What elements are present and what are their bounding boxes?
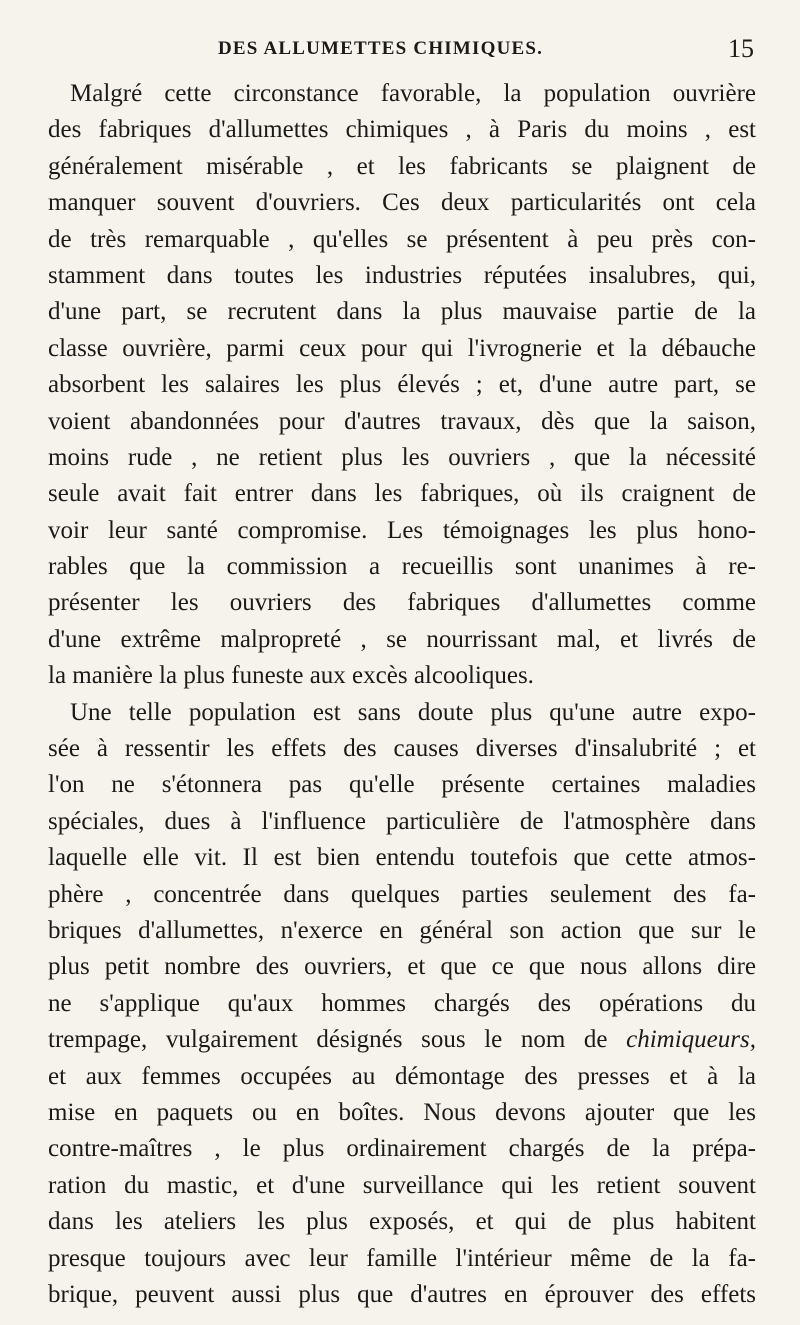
text-line xyxy=(48,949,756,985)
text-line-content: manquer souvent d'ouvriers. Ces deux particularités ont cela xyxy=(48,189,756,217)
text-line xyxy=(48,913,756,949)
text-line-content: mise en paquets ou en boîtes. Nous devons ajouter que les xyxy=(48,1098,756,1126)
text-line-content: sée à ressentir les effets des causes diverses d'insalubrité ; et xyxy=(48,735,756,763)
text-line-content: la manière la plus funeste aux excès alcooliques. xyxy=(48,662,534,690)
text-line-content: classe ouvrière, parmi ceux pour qui l'ivrognerie et la débauche xyxy=(48,334,756,362)
text-line-content: ne s'applique qu'aux hommes chargés des opérations du xyxy=(48,989,756,1017)
text-line-content: l'on ne s'étonnera pas qu'elle présente certaines maladies xyxy=(48,771,756,799)
text-line xyxy=(48,1168,756,1204)
running-title: DES ALLUMETTES CHIMIQUES. xyxy=(218,38,544,59)
text-line xyxy=(48,804,756,840)
text-line xyxy=(48,513,756,549)
text-line-content: voir leur santé compromise. Les témoignages les plus hono- xyxy=(48,516,756,544)
text-line-content: d'une part, se recrutent dans la plus mauvaise partie de la xyxy=(48,298,756,326)
italic-term: chimiqueurs, xyxy=(626,1026,756,1054)
text-line xyxy=(48,1204,756,1240)
body-text xyxy=(48,76,756,1313)
text-line xyxy=(48,112,756,148)
page-number: 15 xyxy=(728,34,754,63)
text-line xyxy=(48,1059,756,1095)
text-line-content: et aux femmes occupées au démontage des presses et à la xyxy=(48,1062,756,1090)
text-line xyxy=(48,695,756,731)
text-line-content: d'une extrême malpropreté , se nourrissant mal, et livrés de xyxy=(48,625,756,653)
text-line xyxy=(48,585,756,621)
text-line-content: laquelle elle vit. Il est bien entendu toutefois que cette atmos- xyxy=(48,844,756,872)
text-line xyxy=(48,986,756,1022)
text-line-content: moins rude , ne retient plus les ouvriers , que la nécessité xyxy=(48,443,756,471)
running-head xyxy=(48,34,754,68)
text-line-content: dans les ateliers les plus exposés, et qui de plus habitent xyxy=(48,1208,756,1236)
text-line-content: stamment dans toutes les industries réputées insalubres, qui, xyxy=(48,261,756,289)
text-line xyxy=(48,476,756,512)
text-line-content: spéciales, dues à l'influence particulière de l'atmosphère dans xyxy=(48,807,756,835)
text-line xyxy=(48,258,756,294)
text-line xyxy=(48,658,756,694)
text-line xyxy=(48,731,756,767)
text-line-content: plus petit nombre des ouvriers, et que ce que nous allons dire xyxy=(48,953,756,981)
text-line xyxy=(48,1022,756,1058)
text-line-content: rables que la commission a recueillis sont unanimes à re- xyxy=(48,553,756,581)
text-line-content: Une telle population est sans doute plus qu'une autre expo- xyxy=(70,698,756,726)
text-line xyxy=(48,294,756,330)
text-line xyxy=(48,404,756,440)
text-line-content: de très remarquable , qu'elles se présentent à peu près con- xyxy=(48,225,756,253)
text-line-content: Malgré cette circonstance favorable, la population ouvrière xyxy=(70,80,756,107)
text-line xyxy=(48,440,756,476)
text-line-content: trempage, vulgairement désignés sous le nom de xyxy=(48,1026,608,1054)
text-line xyxy=(48,76,756,112)
text-line xyxy=(48,331,756,367)
text-line xyxy=(48,367,756,403)
text-line xyxy=(48,549,756,585)
text-line-content: voient abandonnées pour d'autres travaux, dès que la saison, xyxy=(48,407,756,435)
text-line-content: contre-maîtres , le plus ordinairement chargés de la prépa- xyxy=(48,1135,756,1163)
text-line xyxy=(48,1095,756,1131)
text-line-content: généralement misérable , et les fabricants se plaignent de xyxy=(48,152,756,180)
text-line-content: ration du mastic, et d'une surveillance qui les retient souvent xyxy=(48,1171,756,1199)
text-line-content: phère , concentrée dans quelques parties seulement des fa- xyxy=(48,880,756,908)
text-line xyxy=(48,877,756,913)
text-line-content: presque toujours avec leur famille l'intérieur même de la fa- xyxy=(48,1244,756,1272)
text-line xyxy=(48,1241,756,1277)
text-line xyxy=(48,767,756,803)
text-line-content: seule avait fait entrer dans les fabriques, où ils craignent de xyxy=(48,480,756,508)
text-line-content: briques d'allumettes, n'exerce en général son action que sur le xyxy=(48,916,756,944)
text-line xyxy=(48,622,756,658)
text-line-content: des fabriques d'allumettes chimiques , à Paris du moins , est xyxy=(48,116,756,144)
text-line xyxy=(48,222,756,258)
text-line-content: absorbent les salaires les plus élevés ; et, d'une autre part, se xyxy=(48,371,756,399)
text-line xyxy=(48,149,756,185)
text-line xyxy=(48,1277,756,1313)
text-line xyxy=(48,840,756,876)
text-line-content: brique, peuvent aussi plus que d'autres en éprouver des effets xyxy=(48,1280,756,1308)
text-line xyxy=(48,185,756,221)
text-line-content: présenter les ouvriers des fabriques d'allumettes comme xyxy=(48,589,756,617)
text-line xyxy=(48,1131,756,1167)
